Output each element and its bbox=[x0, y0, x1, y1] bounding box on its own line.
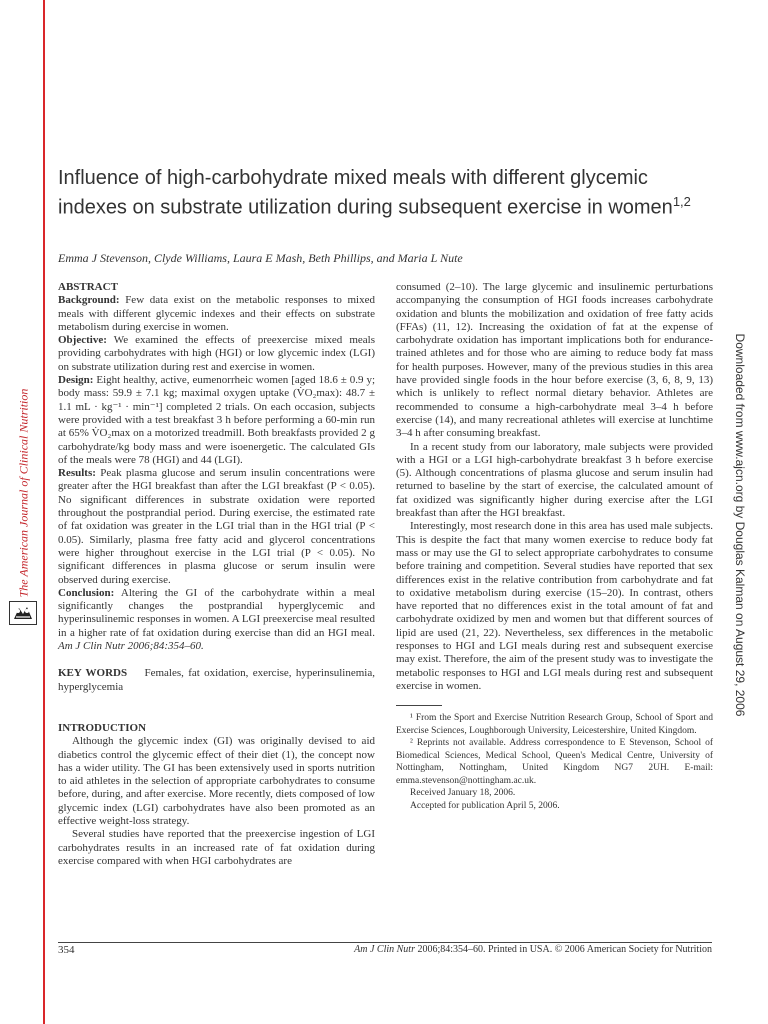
introduction-paragraph-1: Although the glycemic index (GI) was originally devised to aid diabetics control the glycemic effect of their diet (1), the concept now has a wider utility. The GI has been extensively used in sports nutrition to aid athletes in the selection of appropriate carbohydrates to consume before, during, and after exercise. More recently, diets composed of low glycemic index (LGI) carbohydrates have also been promoted as an effective weight-loss strategy. bbox=[58, 735, 375, 827]
accepted-date: Accepted for publication April 5, 2006. bbox=[410, 800, 560, 811]
design-label: Design: bbox=[58, 374, 94, 387]
footer-journal-abbrev: Am J Clin Nutr bbox=[354, 944, 415, 955]
objective-text: We examined the effects of preexercise mixed meals providing carbohydrates with high (HGI) or low glycemic index (LGI) on substrate utilization during rest and exercise in women. bbox=[58, 334, 375, 373]
conclusion-label: Conclusion: bbox=[58, 586, 115, 599]
article-title-text: Influence of high-carbohydrate mixed meals with different glycemic indexes on substrate utilization during subsequent exercise in women bbox=[58, 167, 673, 219]
objective-label: Objective: bbox=[58, 334, 107, 347]
abstract-background bbox=[58, 294, 375, 334]
footer-citation-rest: 2006;84:354–60. Printed in USA. © 2006 American Society for Nutrition bbox=[414, 944, 712, 955]
key-words bbox=[58, 667, 375, 694]
abstract-design bbox=[58, 374, 375, 467]
background-label: Background: bbox=[58, 294, 120, 307]
abstract-conclusion bbox=[58, 587, 375, 653]
body-paragraph-2: In a recent study from our laboratory, male subjects were provided with a HGI or a LGI high-carbohydrate breakfast 3 h before exercise (5). Although concentrations of plasma glucose and serum insulin had returned to baseline by the start of exercise, the calculated amount of fat oxidized was significantly higher during exercise after the LGI breakfast than after the HGI breakfast. bbox=[396, 440, 713, 520]
body-paragraph-1: consumed (2–10). The large glycemic and insulinemic perturbations accompanying the consumption of HGI foods increases carbohydrate oxidation and blunts the mobilization and oxidation of free fatty acids (FFAs) (11, 12). Increasing the oxidation of fat at the expense of carbohydrate oxidation has important implications both for endurance-trained athletes and for those who are aiming to reduce body fat mass for health purposes. However, many of the previous studies in this area have provided single foods in the hour before exercise (3, 6, 8, 9, 13) which is unlikely to reflect normal dietary behavior. Athletes are recommended to consume a high-carbohydrate meal 3–4 h before exercise (14), and many recreational athletes will exercise at lunchtime 3–4 h after consuming breakfast. bbox=[396, 281, 713, 440]
footnote-divider bbox=[396, 705, 442, 706]
abstract-results bbox=[58, 467, 375, 587]
introduction-paragraph-2: Several studies have reported that the preexercise ingestion of LGI carbohydrates results in an increased rate of fat oxidation during exercise compared with when HGI carbohydrates are bbox=[58, 828, 375, 867]
abstract-citation: Am J Clin Nutr 2006;84:354–60. bbox=[58, 640, 204, 653]
journal-name-vertical bbox=[16, 343, 32, 643]
introduction-heading: INTRODUCTION bbox=[58, 721, 147, 734]
footnotes bbox=[396, 712, 713, 812]
key-words-text: Females, fat oxidation, exercise, hyperinsulinemia, hyperglycemia bbox=[58, 667, 375, 693]
footer-citation bbox=[330, 944, 712, 955]
background-text: Few data exist on the metabolic responses to mixed meals with different glycemic indexes and their effects on substrate metabolism during exercise in women. bbox=[58, 294, 375, 333]
key-words-label: KEY WORDS bbox=[58, 667, 128, 680]
results-label: Results: bbox=[58, 467, 96, 480]
received-date: Received January 18, 2006. bbox=[410, 788, 516, 799]
journal-name-text: The American Journal of Clinical Nutrition bbox=[16, 388, 31, 598]
download-notice-text: Downloaded from www.ajcn.org by Douglas Kalman on August 29, 2006 bbox=[733, 333, 747, 717]
page-number: 354 bbox=[58, 944, 75, 956]
red-margin-line bbox=[43, 0, 45, 1024]
author-list: Emma J Stevenson, Clyde Williams, Laura E Mash, Beth Phillips, and Maria L Nute bbox=[58, 251, 463, 265]
right-column bbox=[396, 281, 713, 812]
abstract-objective bbox=[58, 334, 375, 374]
left-column bbox=[58, 281, 375, 868]
journal-logo-icon bbox=[9, 601, 37, 625]
body-paragraph-3: Interestingly, most research done in this area has used male subjects. This is despite the fact that many women exercise to reduce body fat mass or may use the GI to select appropriate carbohydrates to consume before training and competition. Several studies have reported that sex differences exist in the relative contribution from carbohydrate and fat to oxidative metabolism during exercise (15–20). In contrast, others have reported that no differences exist in the total amount of fat and carbohydrate oxidized by men and women but that different sources of lipid are used (21, 22). Nevertheless, sex differences in the metabolic responses to HGI and LGI meals during rest and subsequent exercise may exist. Therefore, the aim of the present study was to investigate the metabolic responses to HGI and LGI meals during rest and subsequent exercise in women. bbox=[396, 520, 713, 692]
footnote-1: ¹ From the Sport and Exercise Nutrition Research Group, School of Sport and Exercise Sciences, Loughborough University, Leicestershire, United Kingdom. bbox=[396, 713, 713, 736]
design-text: Eight healthy, active, eumenorrheic women [aged 18.6 ± 0.9 y; body mass: 59.9 ± 7.1 kg; maximal oxygen uptake (V̇O₂max): 48.7 ± 1.1 mL · kg⁻¹ · min⁻¹] completed 2 trials. On each occasion, subjects were provided with a test breakfast 3 h before performing a 60-min run at 65% V̇O₂max on a motorized treadmill. Both breakfasts provided 2 g carbohydrate/kg body mass and were isoenergetic. The calculated GIs of the meals were 78 (HGI) and 44 (LGI). bbox=[58, 374, 375, 466]
results-text: Peak plasma glucose and serum insulin concentrations were greater after the HGI breakfast than after the LGI breakfast (P < 0.05). No significant differences in substrate oxidation were reported throughout the postprandial period. During exercise, the estimated rate of fat oxidation was greater in the LGI trial than in the HGI trial (P < 0.05). Similarly, plasma free fatty acid and glycerol concentrations were higher throughout exercise in the LGI trial (P < 0.05). No significant differences in plasma glucose or serum insulin were observed during exercise. bbox=[58, 467, 375, 586]
abstract-heading: ABSTRACT bbox=[58, 281, 118, 293]
footnote-2: ² Reprints not available. Address correspondence to E Stevenson, School of Biomedical Sciences, Medical School, Queen's Medical Centre, University of Nottingham, Nottingham, United Kingdom NG7 2UH. E-mail: emma.stevenson@nottingham.ac.uk. bbox=[396, 738, 713, 786]
footer-divider bbox=[58, 942, 712, 943]
download-notice-vertical bbox=[732, 333, 748, 717]
title-footnote-marks: 1,2 bbox=[672, 194, 691, 209]
article-title bbox=[58, 166, 708, 220]
conclusion-text: Altering the GI of the carbohydrate within a meal significantly changes the postprandial hyperglycemic and hyperinsulinemic responses in women. A LGI preexercise meal resulted in a higher rate of fat oxidation during exercise than did an HGI meal. bbox=[58, 586, 375, 639]
